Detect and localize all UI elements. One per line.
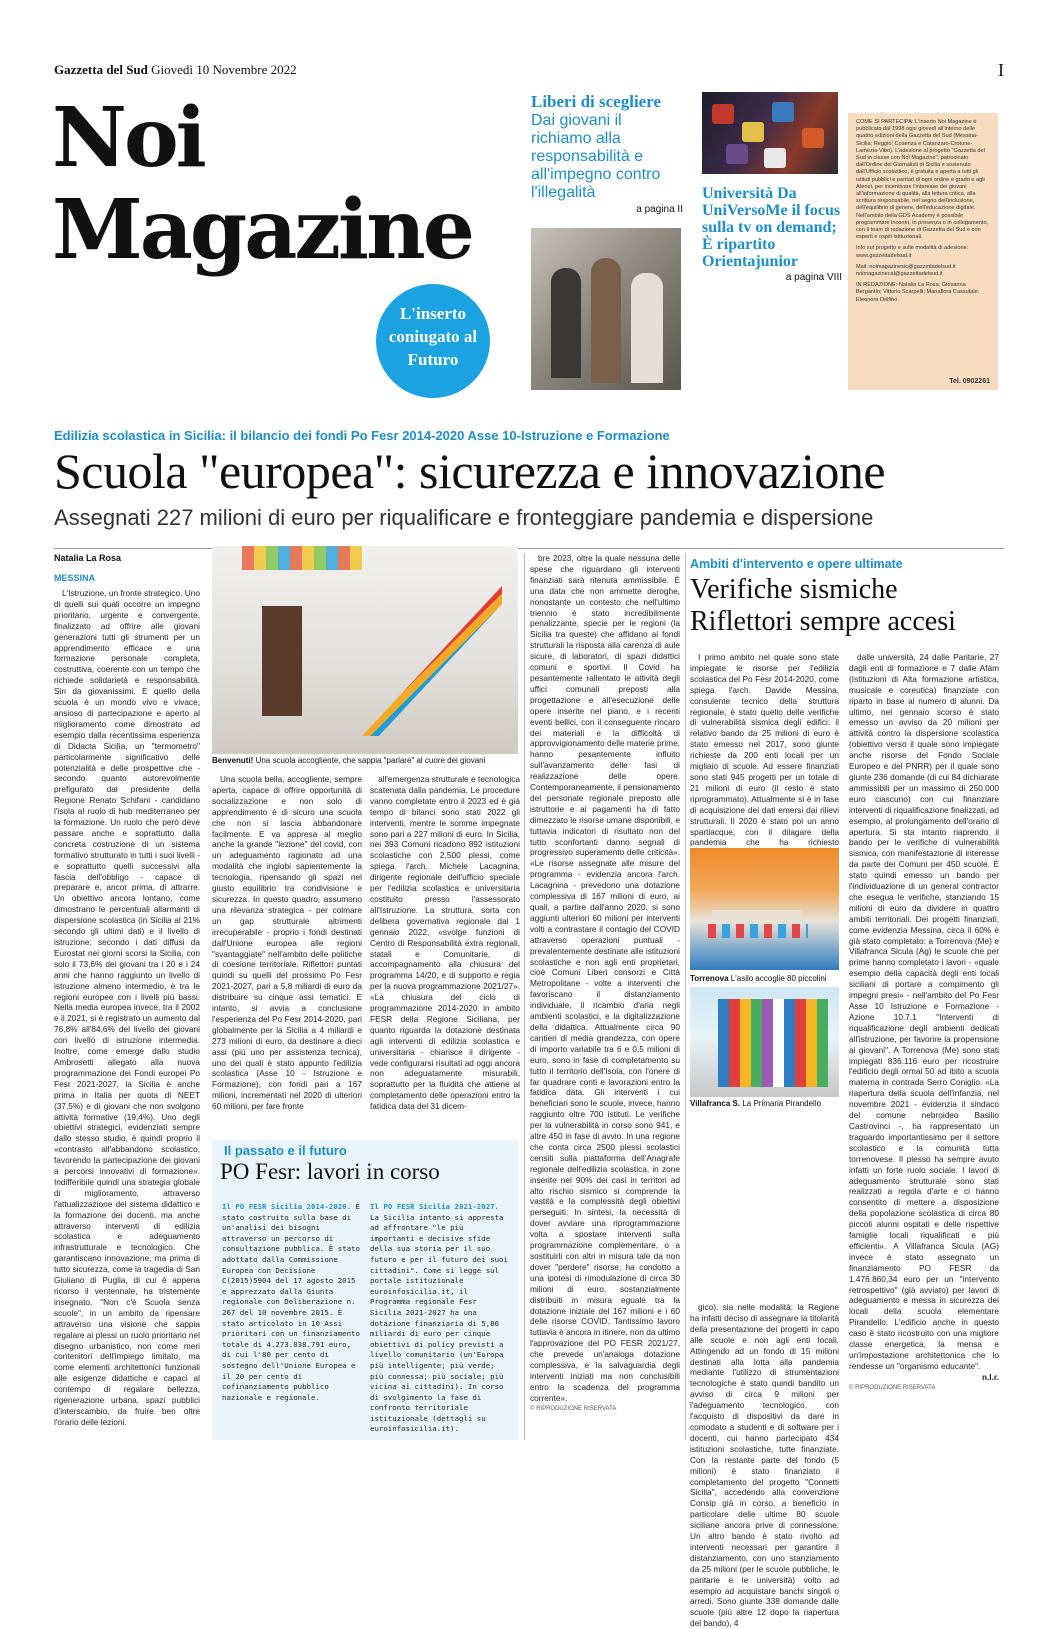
- logo-line-2: Magazine: [52, 182, 472, 278]
- header-line: [54, 62, 1004, 84]
- divider: [54, 548, 1004, 549]
- dateline: MESSINA: [54, 573, 96, 583]
- side-story-kicker: Ambiti d'intervento e opere ultimate: [690, 557, 903, 571]
- story-column-3: all'emergenza strutturale e tecnologica scatenata dalla pandemia. Le procedure vanno completate entro il 2023 ed è già tempo di bilanci sono stati 2022 gli interventi, mentre le somme impegnate sono pari a 227 milioni di euro. In Sicilia, nei 393 Comuni ricadono 892 istituzioni scolastiche con 2.500 plessi, come spiega l'arch. Michele Lacagnina, dirigente regionale dell'ufficio speciale per l'edilizia scolastica e universitaria costituito presso l'assessorato all'Istruzione. La struttura, sorta con delibera governativa regionale dal 1 gennaio 2022, «svolge funzioni di Centro di Responsabilità extra regionali, statali e Comunitarie, di accompagnamento alla chiusura del programma 14/20, e di supporto e regia per la nuova programmazione 2021/27». «La chiusura del ciclo di programmazione 2014-2020 in ambito FESR della Regione Siciliana, per quanto riguarda la dotazione destinata agli interventi di edilizia scolastica e universitaria - chiarisce il dirigente - vede configurarsi risultati ad oggi ancora non adeguatamente misurabili, soprattutto per la fluidità che attiene al completamento delle operazioni entro la fatidica data del 31 dicem-: [370, 774, 520, 1112]
- side-story-headline: Verifiche sismiche Riflettori sempre accesi: [690, 574, 956, 637]
- story-headline: Scuola "europea": sicurezza e innovazione: [54, 443, 886, 499]
- column-rule: [685, 553, 686, 1440]
- byline: Natalia La Rosa: [54, 553, 122, 563]
- box-column-right: Il PO FESR Sicilia 2021-2027. La Sicilia intanto si appresta ad affrontare "le più importanti e decisive sfide della sua storia per il suo futuro e per il futuro dei suoi cittadini". Come si legge sul portale istituzionale euroinfosicilia.it, il Programma regionale Fesr Sicilia 2021-2027 ha una dotazione finanziaria di 5,86 miliardi di euro per cinque obiettivi di policy previsti a livello comunitario (un'Europa più intelligente; più verde; più connessa; più sociale; più vicina ai cittadini). In corso di svolgimento la fase di confronto territoriale istituzionale (dettagli su euroinfosicilia.it).: [370, 1202, 508, 1434]
- info-mail: Mail: noimagazinesic@gazzettadelsud.it noimagazinecal@gazzettadelsud.it: [856, 263, 956, 278]
- info-link: Info sul progetto e sulle modalità di adesione: www.gazzettadelsud.it: [856, 245, 969, 259]
- photo-caption: Torrenova L'asilo accoglie 80 piccolini: [690, 974, 827, 983]
- box-column-left: Il PO FESR Sicilia 2014-2020. È stato costruito sulla base di un'analisi dei bisogni attraverso un percorso di consultazione pubblica. È stato adottato dalla Commissione Europea con Decisione C(2015)5904 del 17 agosto 2015 e apprezzato dalla Giunta regionale con Deliberazione n. 267 del 10 novembre 2015. È stato articolato in 10 Assi prioritari con un finanziamento totale di 4.273.038.791 euro, di cui l'80 per cento di sostegno dell'Unione Europea e il 20 per cento di cofinanziamento pubblico nazionale e regionale.: [222, 1202, 360, 1402]
- info-staff: IN REDAZIONE: Natalia La Rosa; Giovanna Bergantin; Vittorio Scarpelli; Mariaflora Cassutale; Eleonora Delfino.: [856, 282, 980, 303]
- magazine-logo: [52, 92, 512, 276]
- logo-line-1: Noi: [52, 90, 204, 186]
- promo-page-ref: a pagina VIII: [785, 272, 842, 283]
- info-paragraph: COME SI PARTECIPA: L'inserto Noi Magazine è pubblicato dal 1998 ogni giovedì all'interno delle quattro edizioni della Gazzetta del Sud (Messina-Sicilia; Reggio; Cosenza e Catanzaro-Crotone-Lamezia-Vibo). L'adesione al progetto "Gazzetta del Sud in classe con Noi Magazine", patrocinato dall'Ordine dei Giornalisti di Sicilia e sostenuto dall'Ufficio scolastico, è gratuita e aperta a tutti gli istituti pubblici e paritari di ogni ordine e grado e agli Atenei, per incentivare l'interesse dei giovani all'informazione di qualità, alla lettura critica, alla scrittura responsabile, nel segno dell'inclusione, dell'equilibrio di genere, dell'educazione digitale. Nell'ambito della GDS Academy è possibile programmare incontri, in presenza o in collegamento, con il team di redazione di Gazzetta del Sud e con esperti e ospiti istituzionali.: [856, 119, 989, 241]
- promo-body: Dai giovani il richiamo alla responsabilità e all'impegno contro l'illegalità: [531, 112, 661, 201]
- box-kicker: Il passato e il futuro: [224, 1143, 347, 1158]
- tagline-bubble: L'inserto coniugato al Futuro: [376, 284, 490, 398]
- participation-info-box: [848, 113, 998, 390]
- sidebar-box-po-fesr: [212, 1140, 518, 1440]
- story-subhead: Assegnati 227 milioni di euro per riqualificare e fronteggiare pandemia e dispersione: [54, 505, 874, 530]
- promo-liberi[interactable]: [531, 92, 683, 215]
- author-initials: n.l.r.: [981, 1371, 999, 1382]
- column-rule: [524, 553, 525, 1440]
- side-story-column-1: I primo ambito nel quale sono state impiegate le risorse per l'edilizia scolastica del Po Fesr 2014-2020, come spiega l'arch. Davide Messina, consulente tecnico della struttura regionale, è stato quello delle verifiche di vulnerabilità sismica degli edifici: il relativo bando da 25 milioni di euro è stato emesso nel 2017, sono giunte richieste da 200 enti locali per un migliaio di scuole. Ad essere finanziati sono stati 945 progetti per un totale di 21 milioni di euro (il resto è stato riprogrammato). Attualmente si è in fase di acquisizione dei dati emersi dai rilievi strutturali. Il 2020 è stato poi un anno spartiacque, con il dilagare della pandemia che ha richiesto gico), sia nelle modalità: la Regione ha infatti deciso di assegnare la titolarità della presentazione dei progetti in capo alle scuole e non agli enti locali. Attingendo ad un fondo di 15 milioni destinati alla lotta alla pandemia mediante l'utilizzo di strumentazioni tecnologiche è stato quindi bandito un avviso di circa 9 milioni per l'adeguamento tecnologico, con l'acquisto di dispositivi da dare in comodato a studenti e di software per i docenti, cui hanno partecipato 434 istituzioni scolastiche, tutte finanziate. Con la restante parte del fondo (5 milioni) è stato finanziato il completamento del progetto "Connetti Sicilia", accedendo alla convenzione Consip già in corso, a beneficio in particolare delle ultime 80 scuole siciliane ancora prive di connessione. Un altro bando è stato rivolto ad interventi necessari per garantire il distanziamento, con uno stanziamento da 25 milioni (per le scuole pubbliche, le paritarie e le università) volto ad esempio ad acquistare banchi singoli o arredi. Sono giunte 338 domande dalle scuole (più altre 12 dopo la riapertura del bando), 4: [690, 652, 839, 1629]
- page-number: I: [998, 60, 1004, 80]
- photo-tv-on-demand: [702, 92, 838, 174]
- photo-students-ceremony: [531, 228, 681, 390]
- newspaper-name: Gazzetta del Sud: [54, 62, 148, 77]
- story-column-1: L'Istruzione, un fronte strategico. Uno di quelli sui quali occorre un impegno prioritario, urgente e convergente, finalizzato ad offrire alle giovani generazioni tutti gli strumenti per un apprendimento efficace e una formazione personale completa, costruttiva, coerente con un tempo che richiede solidarietà e responsabilità. Sin da giovanissimi. E quello della scuola è un mondo vivo e vivace, ansioso di partecipazione e aperto al miglioramento come dimostrato ad esempio dalla recentissima esperienza di Didacta Sicilia, un "termometro" particolarmente significativo delle potenzialità e delle prospettive che - secondo quanto autorevolmente prefigurato dal presidente della Regione Renato Schifani - candidano l'isola al ruolo di hub mediterraneo per la formazione. Un ruolo che però deve passare anche e soprattutto dalla concreta costruzione di un sistema formativo strutturato in tutti i suoi livelli - e soprattutto quelli successivi alla fascia dell'obbligo - capace di preparare e, ancor prima, di attrarre. Un obiettivo ancora lontano, come dimostrano le percentuali allarmanti di dispersione scolastica (in Sicilia al 21% secondo gli ultimi dati) e il livello di istruzione: secondo i dati diffusi da Eurostat nei giorni scorsi la Sicilia, con solo il 73,6% dei giovani tra i 20 e i 24 anni che hanno raggiunto un livello di istruzione almeno intermedio, è tra le regioni europee con i livelli più bassi. Nella media europea invece, tra il 2002 e il 2021, si è registrato un aumento dal 76,8% all'84,6% del livello dei giovani con livello di istruzione intermedia. Inoltre, come emerge dallo studio Ambrosetti allegato alla nuova programmazione dei Fondi europei Po Fesr 2021-2027, la Sicilia è anche prima in Italia per quota di NEET (37,5%) e di giovani che non svolgono attività formative (19,4%). Uno degli obiettivi strategici, evidenziati sempre dallo stesso studio, è quindi proprio il «contrasto all'abbandono scolastico, favorendo la partecipazione dei giovani a percorsi innovativi di formazione». Indifferibile quindi una strategia globale di miglioramento, attraverso l'attualizzazione del sistema didattico e la formazione dei docenti, ma anche attraverso interventi di edilizia scolastica e adeguamento infrastrutturale e tecnologico. Che garantiscano innovazione, ma prima di tutto sicurezza, come la tragedia di San Giuliano di Puglia, di cui è appena ricorso il ventennale, ha tristemente insegnato. "Non c'è Scuola senza scuole", in un ambito da ripensare attraverso una visione che sappia regalare ai plessi un ruolo prioritario nel disegno urbanistico, non come meri contenitori dell'impiego limitato, ma come elementi architettonici funzionali alle esigenze didattiche e capaci al contempo di regalare bellezza, rigenerazione urbana, spazi pubblici d'interscambio, da fruire ben oltre l'orario delle lezioni.: [54, 588, 200, 1427]
- story-column-2: Una scuola bella, accogliente, sempre aperta, capace di offrire opportunità di socializzazione e non solo di apprendimento è di sicuro una scuola che non si lascia abbandonare facilmente. E va appresa al meglio anche la grande "lezione" del covid, con un adeguamento ragionato ad una modalità che inglobi sapientemente la tecnologia, ripensando gli spazi nel giusto equilibrio tra condivisione e sicurezza. In questo quadro, assumono una rilevanza strategica - per colmare un gap strutturale altrimenti irrecuperabile - proprio i fondi destinati dall'Unione europea alle regioni "svantaggiate" nell'ambito delle politiche di coesione territoriale. Riflettori puntati quindi su quelli del prossimo Po Fesr 2021-2027, pari a 5,8 miliardi di euro da distribuire su cinque assi tematici. E intanto, si avvia a conclusione l'esperienza del Po Fesr 2014-2020, pari globalmente per la Sicilia a 4 miliardi e 273 milioni di euro, da destinare a dieci assi (più uno per assistenza tecnica), uno dei quali è stato appunto l'edilizia scolastica (Asse 10 - Istruzione e Formazione), con fondi pari a 167 milioni, incrementati nel 2020 di ulteriori 60 milioni, per fare fronte: [212, 774, 362, 1112]
- photo-caption: Villafranca S. La Primaria Pirandello: [690, 1099, 822, 1108]
- photo-torrenova-asilo: [690, 848, 839, 970]
- issue-date: Giovedì 10 Novembre 2022: [151, 62, 297, 77]
- photo-school-staircase: [212, 546, 518, 754]
- promo-universita[interactable]: [702, 185, 842, 283]
- photo-caption: Benvenuti! Una scuola accogliente, che sappia "parlare" al cuore dei giovani: [212, 756, 486, 765]
- side-story-column-2: dalle università, 24 dalle Paritarie, 27 dagli enti di formazione e 7 dalle Afam (Istituzioni di Alta formazione artistica, musicale e coreutica) finanziate con riparto in base al numero di alunni. Da ultimo, nel gennaio scorso è stato emesso un avviso da 20 milioni per attività contro la dispersione scolastica (obiettivo verso il quale sono impiegate anche risorse del Fondo Sociale Europeo e del PNRR) per il quale sono giunte 236 domande (di cui 84 dichiarate ammissibili per un massimo di 250.000 euro ciascuno) con cui finanziare interventi di riqualificazione finalizzati, ad esempio, al prolungamento dell'orario di apertura. Si sta intanto riaprendo il bando per le verifiche di vulnerabilità sismica, con manifestazione di interesse da parte dei Comuni per 450 scuole. È stato quindi emesso un bando per l'individuazione di un general contractor che esegua le verifiche, stanziando 15 milioni di euro da dividere in quattro ambiti territoriali. Dei progetti finanziati, come evidenzia Messina, circa il 60% è già stato completato: a Torrenova (Me) e Villafranca Sicula (Ag) le scuole che per prime hanno completato i lavori - «quale esempio della capacità degli enti locali siciliani di portare a compimento gli impegni presi» - nell'ambito del Po Fesr Asse 10 Istruzione e Formazione - Azione 10.7.1 "Interventi di riqualificazione degli ambienti dedicati all'istruzione, per favorire la propensione ai giovani". A Torrenova (Me) sono stati impiegati 836.116 euro per ricostruire l'edificio degli ormai 50 ad ibito a scuola materna in contrada Serro Coniglio. «La riapertura della scuola dell'infanzia, nel novembre 2021 - evidenzia il sindaco del comune nebroideo Basilio Castrovinci -, ha rappresentato un traguardo importantissimo per il settore scolastico e la comunità tutta torrenovese. Il plesso ha sempre avuto infatti un forte ruolo sociale. I lavori di adeguamento strutturale sono stati realizzati a regola d'arte e ci hanno consentito di mettere a disposizione della popolazione scolastica di circa 80 piccoli alunni ospitati e delle rispettive famiglie locali riqualificati e più efficienti». A Villafranca Sicula (AG) invece è stato assegnato un finanziamento PO FESR da 1.476.860,34 euro per un "intervento retrospettivo" (già avviato) per lavori di adeguamento e messa in sicurezza dei locali della scuola elementare Pirandello. L'edificio anche in questo caso è stato ricostruito con una migliore classe energetica, la mensa e un'impostazione architettonica che lo rendesse un "organismo educante". n.l.r. © RIPRODUZIONE RISERVATA: [849, 652, 999, 1440]
- story-kicker: Edilizia scolastica in Sicilia: il bilancio dei fondi Po Fesr 2014-2020 Asse 10-Istruzione e Formazione: [54, 428, 670, 443]
- box-title: PO Fesr: lavori in corso: [220, 1159, 440, 1184]
- promo-kicker: Liberi di scegliere: [531, 92, 661, 111]
- copyright: © RIPRODUZIONE RISERVATA: [530, 1405, 617, 1412]
- promo-headline: Università Da UniVersoMe il focus sulla tv on demand; È ripartito Orientajunior: [702, 185, 841, 270]
- promo-page-ref: a pagina II: [636, 204, 683, 215]
- photo-villafranca-school: [690, 987, 839, 1097]
- copyright: © RIPRODUZIONE RISERVATA: [849, 1384, 936, 1391]
- story-column-4: bre 2023, oltre la quale nessuna delle spese che riguardano gli interventi finanziati sarà ritenuta ammissibile. È una data che non ammette deroghe, nonostante un contesto che nell'ultimo triennio è stato incredibilmente penalizzante, specie per le regioni (la Sicilia tra queste) che affidano ai fondi strutturali la risposta alla carenza di aule sicure, di laboratori, di spazi didattici comuni e sportivi. Il Covid ha pesantemente rallentato le attività degli uffici comunali preposti alla progettazione e all'esecuzione delle opere inserite nel piano, e i recenti eventi bellici, con il conseguente rincaro dei materiali e la difficoltà di approvvigionamento delle materie prime, hanno pesantemente influito sull'avanzamento delle fasi di realizzazione delle opere. Contemporaneamente, il pensionamento del personale regionale preposto alle istruttorie e ai pagamenti ha di fatto dimezzato le risorse umane disponibili, e tuttavia indicatori di risultato non del tutto sconfortanti danno segnali di progressivo superamento delle criticità». «Le risorse assegnate alle misure del programma - evidenzia ancora l'arch. Lacagnina - prevedono una dotazione complessiva di 167 milioni di euro, ai quali, a partire dall'anno 2020, si sono aggiunti ulteriori 60 milioni per interventi volti a contrastare il contagio del COVID attraverso operazioni puntuali - prevalentemente destinate alle istituzioni scolastiche e non agli enti proprietari, cioè Comuni Liberi consorzi e Città Metropolitane - volte a interventi che favoriscano il distanziamento individuale, il ricambio d'aria negli ambienti scolastici, e la digitalizzazione della didattica. Attualmente circa 90 cantieri di media grandezza, con opere di importo variabile tra 6 e 0,5 milioni di euro, sono in fase di completamento su tutto il territorio dell'Isola, con l'onere di far quadrare conti e lavorazioni entro la fatidica data. Gli interventi i cui beneficiari sono le scuole, invece, hanno raggiunto oltre 700 istituti. Le verifiche per la vulnerabilità in corso sono 941, e altre 450 in fase di avvio. In una regione che conta circa 2500 plessi scolastici censiti sulla piattaforma dell'Anagrafe regionale dell'edilizia scolastica, in zone inserite nel 90% dei casi in territori ad alto rischio sismico si comprende la vastità e la complessità degli obiettivi perseguiti. In sintesi, la necessità di dover avviare una riprogrammazione volta a spostare interventi sulla programmazione complementare, o a sostituirli con altri in misura tale da non dover "perdere" risorse, ha condotto a una ipotesi di rimodulazione di circa 30 milioni di euro, sostanzialmente distribuiti in misura eguale tra la dotazione iniziale del 167 milioni e i 60 delle risorse COVID. Tantissimo lavoro tuttavia è ancora in itinere, non da ultimo l'approvazione del PO FESR 2021/27, che prevede un'analoga dotazione complessiva, e la salvaguardia degli interventi iniziati ma non conclusibili entro la scadenza del programma corrente». © RIPRODUZIONE RISERVATA: [530, 553, 680, 1440]
- info-phone: Tel. 0902261: [949, 377, 990, 385]
